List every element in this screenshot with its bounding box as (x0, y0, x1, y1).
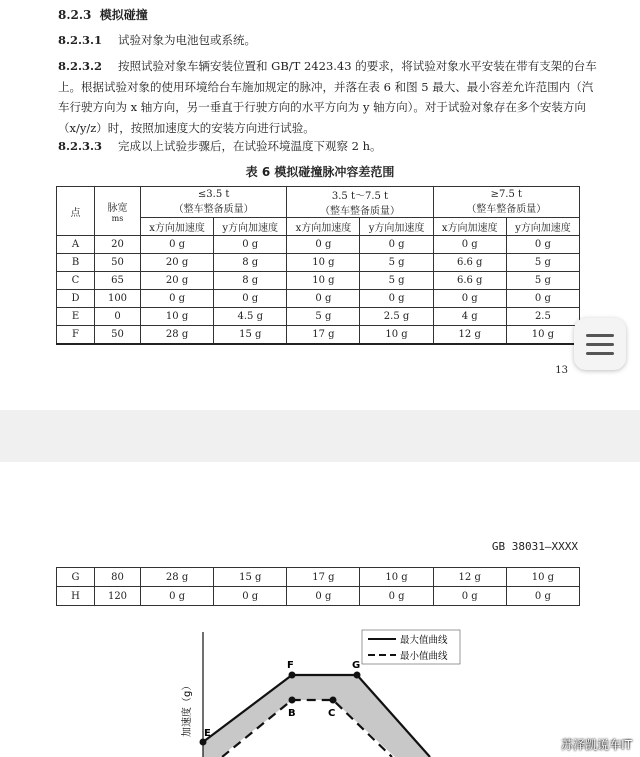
sub-header-y: y方向加速度 (360, 218, 433, 236)
sub-header-y: y方向加速度 (214, 218, 287, 236)
section-number: 8.2.3 (58, 8, 92, 22)
table-cell: 120 (95, 587, 141, 606)
sub-header-x: x方向加速度 (287, 218, 360, 236)
table-cell: 0 g (287, 236, 360, 254)
table-cell: 0 g (360, 587, 433, 606)
table-cell: A (57, 236, 95, 254)
table-row (57, 290, 580, 308)
table-cell: 0 g (287, 587, 360, 606)
table-cell: 10 g (506, 568, 579, 587)
table-cell: 0 g (360, 290, 433, 308)
table-cell: 0 g (433, 587, 506, 606)
table-cell: 20 g (141, 254, 214, 272)
table-cell: 20 (95, 236, 141, 254)
group-header: 3.5 t～7.5 t （整车整备质量） (287, 187, 433, 218)
point-label-e: E (204, 728, 211, 739)
table-cell: 5 g (506, 254, 579, 272)
table-cell: 15 g (214, 568, 287, 587)
legend-min-label: 最小值曲线 (400, 651, 448, 662)
table-cell: 10 g (287, 272, 360, 290)
table-cell: 5 g (360, 254, 433, 272)
menu-icon-bar (586, 343, 614, 346)
section-title: 模拟碰撞 (99, 8, 148, 22)
point-label-c: C (328, 708, 336, 719)
pulse-tolerance-figure (0, 622, 640, 757)
table-row (57, 272, 580, 290)
point-marker (289, 672, 296, 679)
table-cell: 0 g (433, 236, 506, 254)
table-row (57, 568, 580, 587)
col-pulse-header: 脉宽 ms (95, 187, 141, 236)
sub-header-x: x方向加速度 (141, 218, 214, 236)
table-title: 表 6 模拟碰撞脉冲容差范围 (245, 165, 395, 179)
table-row (57, 254, 580, 272)
col-point-header: 点 (57, 187, 95, 236)
table-cell: 0 g (506, 290, 579, 308)
menu-icon-bar (586, 352, 614, 355)
document-page-2 (0, 462, 640, 757)
legend-max-label: 最大值曲线 (400, 635, 448, 646)
table-cell: 0 (95, 308, 141, 326)
point-marker (330, 697, 337, 704)
table-row (57, 236, 580, 254)
table-cell: 0 g (433, 290, 506, 308)
table-cell: 80 (95, 568, 141, 587)
table-cell: 5 g (506, 272, 579, 290)
table-cell: 8 g (214, 254, 287, 272)
table-cell: 100 (95, 290, 141, 308)
table-cell: 10 g (141, 308, 214, 326)
table-cell: 15 g (214, 326, 287, 344)
clause-8-2-3-1: 8.2.3.1 试验对象为电池包或系统。 (58, 33, 256, 47)
table-cell: 4.5 g (214, 308, 287, 326)
table-cell: 0 g (506, 236, 579, 254)
table-cell: 10 g (360, 568, 433, 587)
table-cell: 0 g (141, 587, 214, 606)
table-cell: 12 g (433, 568, 506, 587)
tolerance-table-continued (56, 567, 580, 606)
table-cell: 10 g (360, 326, 433, 344)
group-header: ≤3.5 t （整车整备质量） (141, 187, 287, 218)
y-axis-label: 加速度（g） (182, 680, 193, 737)
table-cell: 20 g (141, 272, 214, 290)
sub-header-y: y方向加速度 (506, 218, 579, 236)
watermark: 苏泽凯说车IT (561, 738, 632, 752)
table-cell: 0 g (141, 290, 214, 308)
table-cell: D (57, 290, 95, 308)
point-label-g: G (352, 660, 361, 671)
standard-number: GB 38031—XXXX (491, 540, 578, 553)
table-cell: 2.5 (506, 308, 579, 326)
table-cell: 4 g (433, 308, 506, 326)
table-cell: 5 g (360, 272, 433, 290)
clause-8-2-3-3: 8.2.3.3 完成以上试验步骤后，在试验环境温度下观察 2 h。 (58, 139, 382, 153)
table-cell: 0 g (214, 290, 287, 308)
table-cell: G (57, 568, 95, 587)
table-cell: 17 g (287, 568, 360, 587)
table-row (57, 308, 580, 326)
page-number: 13 (555, 365, 568, 376)
table-cell: 0 g (141, 236, 214, 254)
table-row (57, 587, 580, 606)
table-cell: H (57, 587, 95, 606)
sub-header-x: x方向加速度 (433, 218, 506, 236)
tolerance-table (56, 186, 580, 345)
table-cell: 10 g (506, 326, 579, 344)
table-cell: 17 g (287, 326, 360, 344)
table-cell: 0 g (214, 587, 287, 606)
point-label-f: F (287, 660, 294, 671)
menu-icon-bar (586, 334, 614, 337)
table-cell: 28 g (141, 568, 214, 587)
point-label-b: B (288, 708, 296, 719)
table-cell: 12 g (433, 326, 506, 344)
table-cell: 5 g (287, 308, 360, 326)
group-header: ≥7.5 t （整车整备质量） (433, 187, 579, 218)
table-cell: B (57, 254, 95, 272)
menu-button[interactable] (574, 318, 626, 370)
table-row (57, 326, 580, 344)
table-cell: 2.5 g (360, 308, 433, 326)
table-cell: 50 (95, 326, 141, 344)
table-cell: 6.6 g (433, 254, 506, 272)
table-cell: 0 g (287, 290, 360, 308)
table-cell: 0 g (506, 587, 579, 606)
table-cell: 8 g (214, 272, 287, 290)
clause-8-2-3-2: 8.2.3.2 按照试验对象车辆安装位置和 GB/T 2423.43 的要求，将试验对象水平安装在带有支架的台车上。根据试验对象的使用环境给台车施加规定的脉冲，并落在表 6 和图 5 最大、最小容差允许范围内（汽车行驶方向为 x 轴方向，另一垂直于行驶方向的水平方向为 y 轴方向）。对于试验对象存在多个安装方向（x/y/z）时，按照加速度大的安装方向进行试验。 (58, 59, 597, 135)
table-cell: 0 g (360, 236, 433, 254)
point-marker (289, 697, 296, 704)
point-marker (354, 672, 361, 679)
table-cell: C (57, 272, 95, 290)
table-cell: 65 (95, 272, 141, 290)
table-cell: 6.6 g (433, 272, 506, 290)
table-cell: 10 g (287, 254, 360, 272)
table-cell: 28 g (141, 326, 214, 344)
table-cell: F (57, 326, 95, 344)
table-cell: 50 (95, 254, 141, 272)
table-cell: 0 g (214, 236, 287, 254)
section-heading (58, 6, 148, 23)
table-cell: E (57, 308, 95, 326)
point-marker (200, 739, 207, 746)
